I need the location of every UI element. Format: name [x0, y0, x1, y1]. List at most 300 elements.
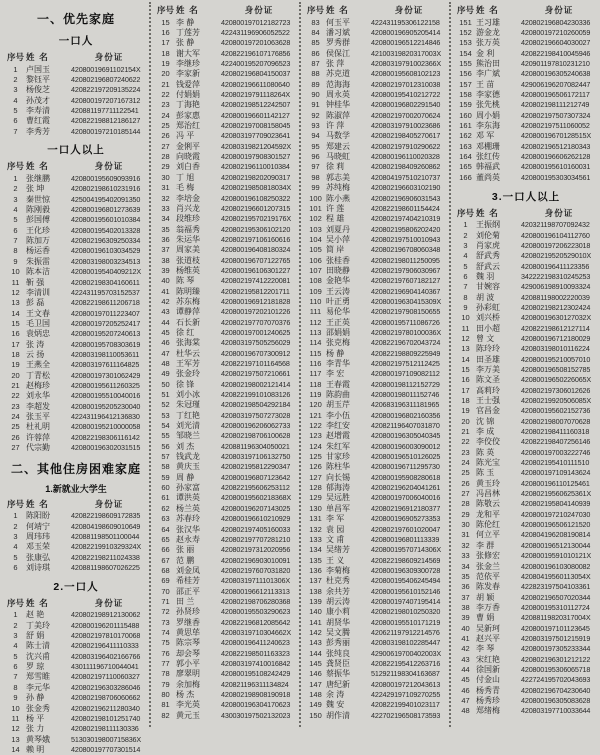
row-serial-number: 66 [161, 545, 170, 555]
table-row [305, 317, 447, 327]
id-number: 420881196304050021 [221, 441, 290, 451]
table-row [5, 246, 147, 256]
id-number: 420821196311134824 [221, 679, 289, 689]
table-row [155, 48, 297, 58]
row-serial-number: 73 [161, 617, 170, 627]
table-row [455, 385, 597, 395]
person-name: 胡 波 [476, 292, 495, 302]
id-number: 420802198007070628 [521, 416, 591, 426]
row-serial-number: 76 [161, 648, 170, 658]
table-row [155, 379, 297, 389]
id-number: 420800195205230040 [71, 401, 141, 411]
id-number: 420800196510126025 [371, 452, 441, 462]
person-name: 李清训 [26, 287, 50, 297]
id-number: 425004195402091350 [71, 194, 141, 204]
person-name: 卢国玉 [26, 64, 50, 74]
id-number: 420800195402013328 [71, 225, 141, 235]
person-name: 周永英 [326, 90, 350, 100]
table-row [5, 349, 147, 359]
id-number: 420802196611080640 [221, 79, 290, 89]
id-number: 420800197210247030 [521, 509, 591, 519]
row-serial-number: 119 [309, 390, 322, 400]
person-name: 毛卫国 [26, 318, 50, 328]
id-number: 420800197109143624 [521, 468, 591, 478]
row-serial-number: 150 [309, 710, 322, 720]
row-serial-number: 141 [309, 617, 322, 627]
person-name: 张先桃 [476, 100, 500, 110]
person-name: 胡云涛 [326, 596, 350, 606]
id-number: 430030197502132023 [221, 710, 291, 720]
table-row [155, 482, 297, 492]
row-serial-number: 33 [461, 551, 470, 561]
table-row [455, 110, 597, 120]
row-serial-number: 121 [309, 410, 322, 420]
table-row [155, 162, 297, 172]
person-name: 陈光宝 [476, 458, 500, 468]
column-2 [149, 2, 299, 727]
table-row [5, 126, 147, 136]
id-number: 42088119820317004X [521, 613, 591, 623]
table-row [155, 348, 297, 358]
table-row [155, 100, 297, 110]
row-serial-number: 40 [461, 623, 470, 633]
row-serial-number: 1 [13, 610, 18, 620]
id-number: 420822198812186127 [71, 116, 141, 126]
row-serial-number: 7 [463, 282, 468, 292]
id-number: 420802198212302424 [521, 302, 591, 312]
row-serial-number: 1 [13, 511, 18, 521]
table-row [305, 658, 447, 668]
row-serial-number: 165 [459, 162, 472, 172]
row-serial-number: 25 [461, 468, 470, 478]
table-row [155, 689, 297, 699]
row-serial-number: 9 [13, 256, 18, 266]
id-number: 420800197201063628 [221, 38, 291, 48]
person-name: 李万美 [476, 364, 500, 374]
person-name: 张纯良 [326, 648, 350, 658]
id-number: 42100319820317003X [371, 48, 442, 58]
row-serial-number: 96 [311, 152, 320, 162]
id-number: 420800198112152729 [371, 379, 440, 389]
row-serial-number: 3 [13, 532, 18, 542]
id-number: 420803198010116224 [521, 344, 590, 354]
person-name: 赵永寿 [176, 534, 200, 544]
id-number: 420800196207143025 [221, 503, 291, 513]
person-name: 苏东梅 [176, 296, 200, 306]
id-number: 420800196512130044 [521, 540, 591, 550]
id-number: 420802198504292184 [221, 400, 291, 410]
table-row [155, 472, 297, 482]
person-name: 王燕全 [26, 360, 50, 370]
table-row [155, 493, 297, 503]
id-number: 420802197507307324 [521, 110, 591, 120]
id-number: 42080019630127032X [521, 313, 592, 323]
id-number: 420800197205252417 [71, 318, 141, 328]
table-row [455, 162, 597, 172]
row-serial-number: 143 [309, 638, 322, 648]
table-row [455, 79, 597, 89]
person-name: 张 坤 [26, 184, 45, 194]
person-name: 陈小燕 [326, 193, 350, 203]
id-number: 420802197910290622 [371, 141, 441, 151]
person-name: 张 萍 [326, 59, 345, 69]
person-name: 孙家富 [176, 483, 200, 493]
person-name: 甘家珍 [326, 452, 350, 462]
id-number: 420802196301212122 [521, 654, 591, 664]
person-name: 张继鹏 [26, 174, 50, 184]
row-serial-number: 130 [309, 503, 322, 513]
row-serial-number: 104 [309, 234, 322, 244]
id-number: 420822198601154424 [371, 203, 440, 213]
table-row [455, 333, 597, 343]
row-serial-number: 41 [461, 633, 470, 643]
row-serial-number: 164 [459, 152, 472, 162]
person-name: 谭洪英 [176, 493, 200, 503]
table-row [305, 524, 447, 534]
person-name: 魏 羽 [476, 271, 495, 281]
row-serial-number: 112 [309, 317, 322, 327]
id-number: 422823197504103361 [521, 582, 591, 592]
row-serial-number: 162 [459, 131, 472, 141]
row-serial-number: 21 [161, 79, 170, 89]
person-name: 刘夏丹 [326, 224, 350, 234]
id-number: 420802197607031820 [221, 565, 291, 575]
header-id-number: 身份证 [544, 207, 574, 218]
person-name: 郭小平 [176, 658, 200, 668]
row-serial-number: 72 [161, 607, 170, 617]
id-number: 420802196512180343 [521, 141, 591, 151]
id-number: 420802197012310038 [371, 79, 441, 89]
id-number: 420803197611164825 [71, 360, 140, 370]
person-name: 陈明臻 [176, 286, 200, 296]
table-row [5, 298, 147, 308]
id-number: 420802198002121414 [221, 379, 291, 389]
person-name: 周 静 [176, 472, 195, 482]
person-name: 苏春玲 [176, 514, 200, 524]
subsection-title: 一口人 [58, 35, 94, 47]
id-number: 420800196707300912 [221, 348, 291, 358]
table-row [455, 375, 597, 385]
header-name: 姓 名 [326, 5, 348, 15]
id-number: 420800196905205414 [371, 28, 441, 38]
row-serial-number: 116 [309, 359, 322, 369]
person-name: 田 兰 [176, 596, 195, 606]
id-number: 420802198111130336 [71, 724, 139, 734]
row-serial-number: 89 [311, 79, 320, 89]
row-serial-number: 138 [309, 586, 322, 596]
row-serial-number: 123 [309, 431, 322, 441]
person-name: 龙和平 [476, 509, 500, 519]
row-serial-number: 37 [461, 592, 470, 602]
table-row [305, 69, 447, 79]
row-serial-number: 13 [461, 344, 470, 354]
table-row [305, 534, 447, 544]
person-name: 李青华 [326, 359, 350, 369]
table-row [155, 17, 297, 27]
table-row [155, 110, 297, 120]
person-name: 田晓静 [326, 265, 350, 275]
id-number: 420822196702043724 [371, 338, 441, 348]
person-name: 李 群 [476, 540, 495, 550]
row-serial-number: 41 [161, 286, 170, 296]
table-row [305, 555, 447, 565]
person-name: 丁青松 [26, 370, 50, 380]
row-serial-number: 11 [11, 713, 20, 723]
person-name: 郑建云 [326, 141, 350, 151]
table-row [305, 503, 447, 513]
table-row [5, 391, 147, 401]
header-id-number: 身份证 [94, 161, 124, 172]
person-name: 李元华 [26, 682, 50, 692]
id-number: 420800197011223407 [71, 308, 140, 318]
table-row [155, 141, 297, 151]
person-name: 官昌金 [476, 406, 500, 416]
row-serial-number: 85 [311, 38, 320, 48]
header-name: 姓 名 [476, 5, 498, 15]
person-name: 陈伦红 [476, 520, 500, 530]
row-serial-number: 13 [11, 298, 20, 308]
person-name: 文 甫 [326, 534, 345, 544]
table-row [305, 648, 447, 658]
row-serial-number: 16 [161, 28, 170, 38]
table-row [5, 734, 147, 744]
table-row [155, 38, 297, 48]
row-serial-number: 44 [461, 664, 470, 674]
table-row [455, 261, 597, 271]
person-name: 黄元玉 [176, 710, 200, 720]
row-serial-number: 27 [461, 489, 470, 499]
person-name: 秦世惊 [26, 194, 50, 204]
id-number: 420803198102285447 [371, 638, 441, 648]
person-name: 朱振雷 [26, 256, 50, 266]
person-name: 王士强 [476, 396, 500, 406]
table-row [155, 183, 297, 193]
id-number: 420800197003222746 [521, 447, 591, 457]
id-number: 420800197202101226 [221, 307, 291, 317]
row-serial-number: 12 [461, 333, 470, 343]
row-serial-number: 132 [309, 524, 322, 534]
person-name: 王文春 [26, 308, 50, 318]
id-number: 42080019540409212X [71, 267, 142, 277]
table-header [455, 4, 597, 16]
person-name: 冯昌林 [476, 489, 500, 499]
id-number: 420800196305240638 [521, 69, 591, 79]
row-serial-number: 111 [309, 307, 322, 317]
person-name: 张金秀 [26, 703, 50, 713]
table-row [155, 286, 297, 296]
row-serial-number: 36 [461, 582, 470, 592]
person-name: 张道枝 [176, 255, 200, 265]
row-serial-number: 159 [459, 100, 472, 110]
table-row [305, 214, 447, 224]
table-row [455, 478, 597, 488]
table-row [455, 282, 597, 292]
person-name: 胡作清 [326, 710, 350, 720]
row-serial-number: 25 [11, 422, 20, 432]
person-name: 刘光清 [176, 421, 200, 431]
person-name: 丁莲芳 [176, 28, 200, 38]
person-name: 杨秀珍 [476, 695, 500, 705]
table-row [155, 358, 297, 368]
id-number: 420804198609010649 [71, 521, 141, 531]
table-row [455, 38, 597, 48]
row-serial-number: 31 [161, 183, 170, 193]
row-serial-number: 69 [161, 576, 170, 586]
table-row [155, 700, 297, 710]
row-serial-number: 3 [13, 85, 18, 95]
person-name: 苏纯梅 [326, 183, 350, 193]
table-row [455, 240, 597, 250]
table-row [305, 482, 447, 492]
person-name: 赵增霞 [326, 431, 350, 441]
id-number: 420800197210260059 [521, 28, 591, 38]
id-number: 420802197906030967 [371, 265, 441, 275]
row-serial-number: 4 [13, 205, 18, 215]
person-name: 李佼佼 [476, 437, 500, 447]
table-row [5, 318, 147, 328]
row-serial-number: 60 [161, 483, 170, 493]
row-serial-number: 166 [459, 172, 472, 182]
id-number: 420802196110010384 [221, 162, 290, 172]
id-number: 420800195610152146 [371, 586, 441, 596]
id-number: 420800195310112724 [521, 602, 590, 612]
row-serial-number: 43 [161, 307, 170, 317]
person-name: 却会琴 [176, 648, 200, 658]
row-serial-number: 78 [161, 669, 170, 679]
row-serial-number: 108 [309, 276, 322, 286]
person-name: 李超发 [26, 401, 50, 411]
row-serial-number: 4 [13, 95, 18, 105]
row-serial-number: 47 [461, 695, 470, 705]
id-number: 420802195410111510 [521, 458, 590, 468]
id-number: 420822198609172835 [71, 511, 141, 521]
table-row [5, 277, 147, 287]
header-serial-number: 序号 [6, 52, 24, 62]
id-number: 422429197109270255 [371, 690, 441, 700]
table-row [5, 370, 147, 380]
subsection-title: 1.新就业大学生 [45, 483, 107, 494]
table-row [155, 89, 297, 99]
table-row [305, 565, 447, 575]
table-row [5, 105, 147, 115]
table-row [5, 64, 147, 74]
table-row [5, 225, 147, 235]
person-name: 叶正勇 [326, 296, 350, 306]
person-name: 许 萍 [326, 121, 345, 131]
table-row [5, 116, 147, 126]
row-serial-number: 10 [11, 267, 20, 277]
id-number: 420803196402166766 [71, 651, 141, 661]
person-name: 黎钰平 [26, 75, 50, 85]
table-row [455, 141, 597, 151]
id-number: 420822199401023117 [371, 700, 440, 710]
id-number: 429006198910093324 [521, 282, 591, 292]
row-serial-number: 26 [161, 131, 170, 141]
table-row [155, 317, 297, 327]
person-name: 舒 娟 [26, 631, 45, 641]
table-row [455, 592, 597, 602]
table-row [5, 693, 147, 703]
row-serial-number: 3 [13, 631, 18, 641]
person-name: 杨俊芝 [26, 85, 50, 95]
table-row [455, 48, 597, 58]
id-number: 420800196302031515 [71, 443, 141, 453]
table-row [5, 432, 147, 442]
row-serial-number: 44 [161, 317, 170, 327]
row-serial-number: 107 [309, 265, 322, 275]
id-number: 42080019630415309X [371, 296, 442, 306]
table-row [155, 214, 297, 224]
table-row [305, 462, 447, 472]
id-number: 42080319710304662X [221, 627, 292, 637]
id-number: 420800197101123645 [521, 623, 590, 633]
table-row [455, 354, 597, 364]
table-row [305, 38, 447, 48]
header-serial-number: 序号 [456, 5, 474, 15]
id-number: 420800196305083628 [521, 695, 591, 705]
row-serial-number: 11 [461, 323, 470, 333]
row-serial-number: 124 [309, 441, 322, 451]
table-row [305, 627, 447, 637]
id-number: 422724195702043693 [521, 675, 591, 685]
id-number: 420802196807240622 [71, 75, 141, 85]
table-row [155, 172, 297, 182]
id-number: 420800197305233344 [521, 644, 591, 654]
table-row [455, 27, 597, 37]
person-name: 蔡振华 [326, 669, 350, 679]
table-row [305, 224, 447, 234]
header-name: 姓 名 [176, 5, 198, 15]
person-name: 甘婉容 [476, 282, 500, 292]
row-serial-number: 106 [309, 255, 322, 265]
table-row [455, 271, 597, 281]
row-serial-number: 163 [459, 141, 472, 151]
person-name: 钟桂华 [326, 100, 350, 110]
row-serial-number: 1 [13, 174, 18, 184]
id-number: 420800196103080082 [521, 561, 591, 571]
table-row [305, 400, 447, 410]
person-name: 赵梅珍 [26, 380, 50, 390]
person-name: 罗继香 [176, 617, 200, 627]
row-serial-number: 7 [13, 236, 18, 246]
table-row [305, 596, 447, 606]
table-row [155, 410, 297, 420]
row-serial-number: 84 [311, 28, 320, 38]
row-serial-number: 13 [11, 734, 20, 744]
row-serial-number: 158 [459, 90, 472, 100]
row-serial-number: 19 [161, 59, 170, 69]
table-row [455, 344, 597, 354]
person-name: 简 岸 [326, 245, 345, 255]
person-name: 许 莲 [326, 203, 345, 213]
table-row [305, 669, 447, 679]
id-number: 420802195804140939 [521, 499, 591, 509]
id-number: 420800198011152746 [371, 390, 440, 400]
id-number: 420800195503290623 [221, 607, 291, 617]
table-row [455, 509, 597, 519]
person-name: 杨运香 [26, 246, 50, 256]
person-name: 邹晓兰 [176, 431, 200, 441]
person-name: 付金山 [476, 675, 500, 685]
row-serial-number: 3 [13, 194, 18, 204]
table-row [305, 110, 447, 120]
person-name: 吴小萍 [326, 234, 350, 244]
row-serial-number: 28 [161, 152, 170, 162]
id-number: 42080019691102154X [71, 64, 141, 74]
person-name: 陈 玉 [476, 468, 495, 478]
person-name: 李继珍 [176, 59, 200, 69]
row-serial-number: 50 [161, 379, 170, 389]
